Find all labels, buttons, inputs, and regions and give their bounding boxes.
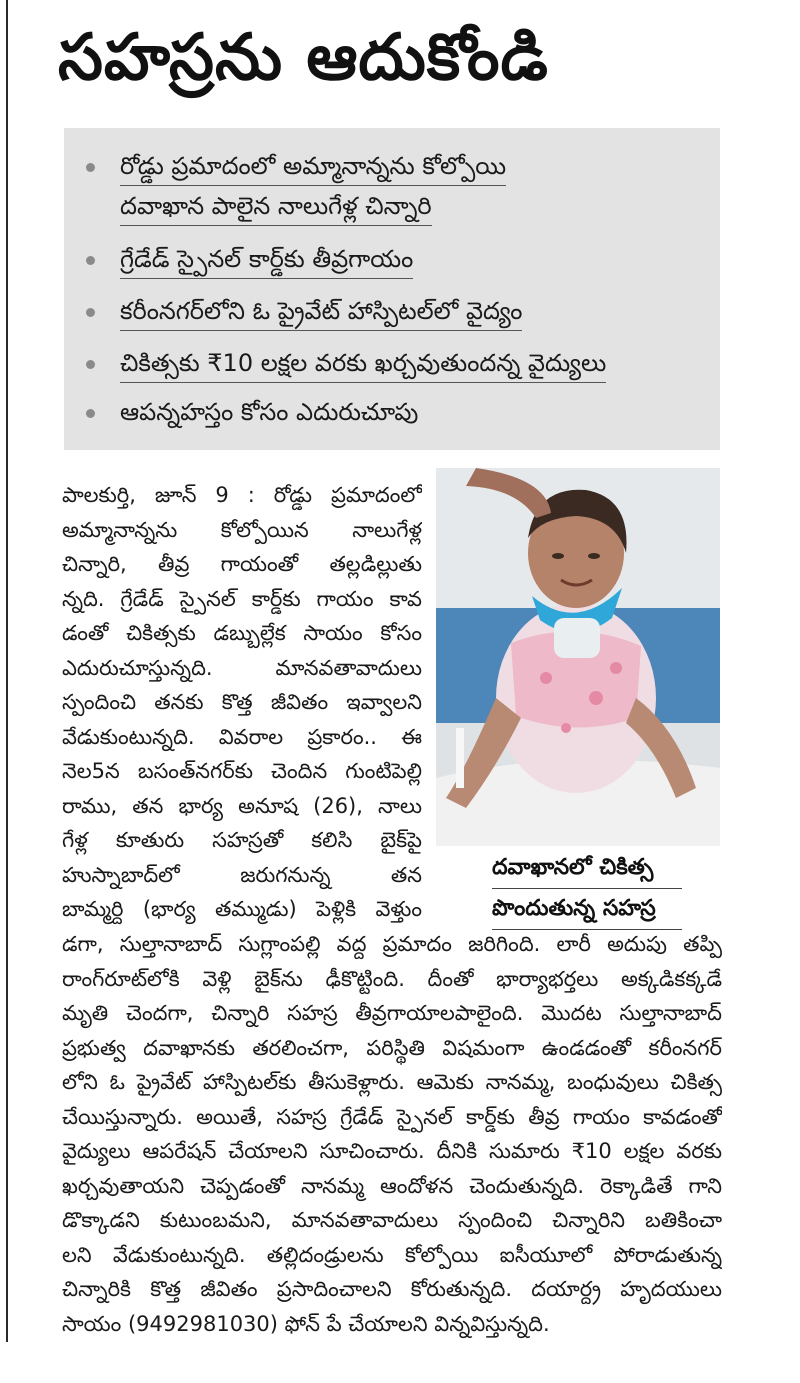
article-line: రాము, తన భార్య అనూష (26), నాలు [62, 793, 422, 818]
highlight-text: చికిత్సకు ₹10 లక్షల వరకు ఖర్చవుతుందన్న వైద్యులు [120, 347, 606, 383]
article-line: చేయిస్తున్నారు. అయితే, సహస్ర గ్రేడేడ్ స్పైనల్ కార్డ్‌కు తీవ్ర గాయం కావడంతో [62, 1104, 722, 1129]
article-line: హుస్నాబాద్‌లో జరుగనున్న తన [62, 862, 422, 887]
article-line: చిన్నారి, తీవ్ర గాయంతో తల్లడిల్లుతు [62, 552, 422, 576]
news-photo [436, 468, 720, 846]
article-line: లని వేడుకుంటున్నది. తల్లిదండ్రులను కోల్పోయి ఐసీయూలో పోరాడుతున్న [62, 1242, 722, 1267]
bullet-icon [86, 409, 95, 418]
child-in-hospital-photo [436, 468, 720, 846]
article-line: సాయం (9492981030) ఫోన్ పే చేయాలని విన్నవిస్తున్నది. [62, 1311, 550, 1336]
bullet-icon [86, 360, 95, 369]
article-line: మృతి చెందగా, చిన్నారి సహస్ర తీవ్రగాయాలపాలైంది. మొదట సుల్తానాబాద్ [62, 1001, 722, 1025]
article-line: డొక్కాడని కుటుంబమని, మానవతావాదులు స్పందించి చిన్నారిని బతికించా [62, 1208, 722, 1232]
bullet-icon [86, 308, 95, 317]
highlight-text: రోడ్డు ప్రమాదంలో అమ్మానాన్నను కోల్పోయి [120, 150, 506, 186]
article-line: బామ్మర్ది (భార్య తమ్ముడు) పెళ్లికి వెళ్తుం [62, 897, 422, 921]
article-line: లోని ఓ ప్రైవేట్ హాస్పిటల్‌కు తీసుకెళ్లారు. ఆమెకు నానమ్మ, బంధువులు చికిత్స [62, 1070, 722, 1094]
article-line: అమ్మానాన్నను కోల్పోయిన నాలుగేళ్ల [62, 517, 422, 542]
article-line: పాలకుర్తి, జూన్ 9 : రోడ్డు ప్రమాదంలో [62, 483, 422, 507]
bullet-icon [86, 163, 95, 172]
article-line: నెల5న బసంత్‌నగర్‌కు చెందిన గుంటిపెల్లి [62, 759, 422, 783]
bullet-icon [86, 256, 95, 265]
article-line: డంతో చికిత్సకు డబ్బుల్లేక సాయం కోసం [62, 621, 422, 645]
highlights-box [64, 128, 720, 450]
article-column-narrow [62, 478, 422, 927]
article-line: న్నది. గ్రేడేడ్ స్పైనల్ కార్డ్‌కు గాయం కావ [62, 586, 422, 611]
article-line: స్పందించి తనకు కొత్త జీవితం ఇవ్వాలని [62, 690, 422, 714]
highlight-text: దవాఖాన పాలైన నాలుగేళ్ల చిన్నారి [120, 190, 432, 226]
highlight-text: గ్రేడేడ్ స్పైనల్ కార్డ్‌కు తీవ్రగాయం [120, 243, 413, 279]
headline: సహస్రను ఆదుకోండి [58, 21, 549, 95]
article-line: వేడుకుంటున్నది. వివరాల ప్రకారం.. ఈ [62, 724, 422, 749]
article-line: ప్రభుత్వ దవాఖానకు తరలించగా, పరిస్థితి విషమంగా ఉండడంతో కరీంనగర్ [62, 1035, 722, 1060]
article-line: ఖర్చవుతాయని చెప్పడంతో నానమ్మ ఆందోళన చెందుతున్నది. రెక్కాడితే గాని [62, 1173, 722, 1198]
article-line: చిన్నారికి కొత్త జీవితం ప్రసాదించాలని కోరుతున్నది. దయార్ద్ర హృదయులు [62, 1277, 722, 1301]
article-line: రాంగ్‌రూట్‌లోకి వెళ్లి బైక్‌ను ఢీకొట్టింది. దీంతో భార్యాభర్తలు అక్కడికక్కడే [62, 966, 722, 991]
caption-line: పొందుతున్న సహస్ర [492, 889, 682, 930]
highlight-text: కరీంనగర్‌లోని ఓ ప్రైవేట్ హాస్పిటల్‌లో వైద్యం [120, 295, 522, 331]
photo-caption [492, 848, 682, 930]
article-line: గేళ్ల కూతురు సహస్రతో కలిసి బైక్‌పై [62, 828, 422, 852]
article-line: డగా, సుల్తానాబాద్ సుగ్లాంపల్లి వద్ద ప్రమాదం జరిగింది. లారీ అదుపు తప్పి [62, 932, 722, 956]
article-column-wide [62, 927, 722, 1341]
highlight-text: ఆపన్నహస్తం కోసం ఎదురుచూపు [120, 398, 419, 426]
article-line: ఎదురుచూస్తున్నది. మానవతావాదులు [62, 655, 422, 680]
article-line: వైద్యులు ఆపరేషన్ చేయాలని సూచించారు. దీనికి సుమారు ₹10 లక్షల వరకు [62, 1139, 722, 1163]
left-column-rule [6, 0, 8, 1342]
caption-line: దవాఖానలో చికిత్స [492, 848, 682, 889]
